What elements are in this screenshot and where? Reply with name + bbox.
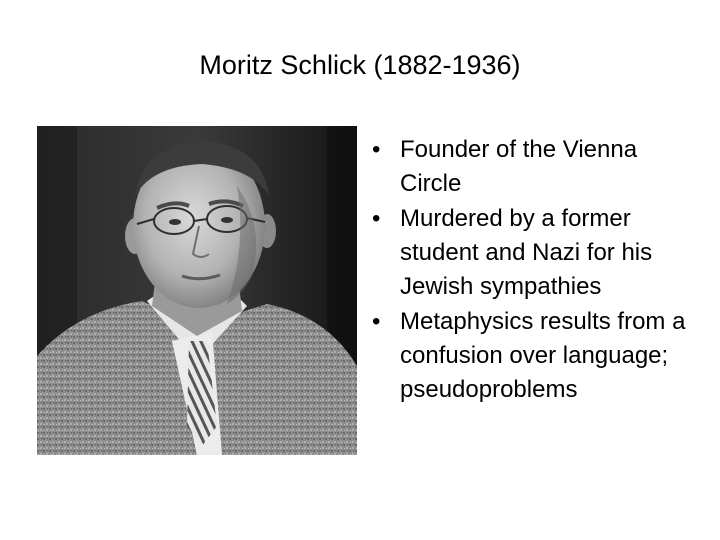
bullet-marker: • bbox=[372, 136, 381, 163]
slide-title: Moritz Schlick (1882-1936) bbox=[199, 50, 521, 80]
bullet-list bbox=[366, 133, 696, 408]
bullet-item bbox=[366, 133, 696, 201]
bullet-item bbox=[366, 305, 696, 407]
portrait-photo bbox=[37, 126, 357, 455]
bullet-text: Murdered by a former student and Nazi for his Jewish sympathies bbox=[400, 205, 653, 300]
bullet-text: Founder of the Vienna Circle bbox=[400, 136, 638, 197]
bullet-text: Metaphysics results from a confusion over language; pseudoproblems bbox=[400, 308, 686, 403]
bullet-marker: • bbox=[372, 308, 381, 335]
bullet-item bbox=[366, 202, 696, 304]
bullet-marker: • bbox=[372, 205, 381, 232]
